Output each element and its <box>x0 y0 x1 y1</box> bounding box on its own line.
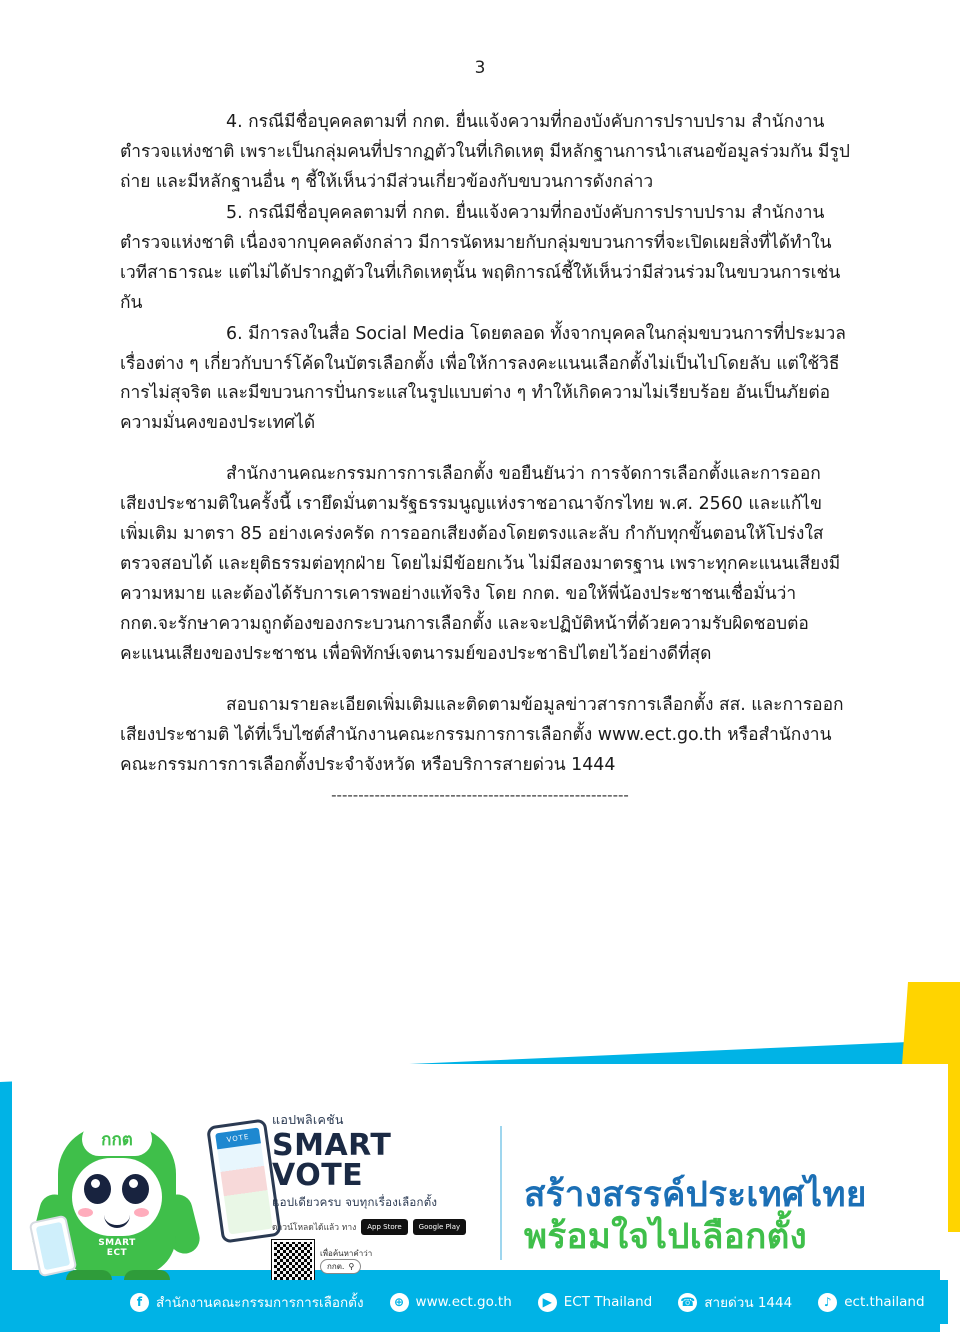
mascot-cheek-right <box>134 1208 149 1217</box>
mascot-eye-left <box>84 1174 111 1204</box>
mascot-illustration <box>28 1098 203 1298</box>
qr-note-line1: เพื่อค้นหาคำว่า <box>320 1248 373 1258</box>
search-icon: ⚲ <box>348 1262 355 1271</box>
google-play-button[interactable]: Google Play <box>413 1219 467 1235</box>
smart-vote-kicker: แอปพลิเคชัน <box>272 1112 344 1127</box>
footer-contact-bar <box>12 1280 948 1324</box>
contact-youtube-label: ECT Thailand <box>563 1294 653 1310</box>
qr-note <box>320 1248 372 1274</box>
smart-vote-promo <box>200 1110 490 1270</box>
mascot-badge: กกต <box>82 1122 152 1156</box>
smart-vote-text <box>272 1110 490 1299</box>
page-number: 3 <box>474 58 486 78</box>
contact-website-label: www.ect.go.th <box>415 1294 512 1310</box>
phone-mockup <box>206 1118 282 1243</box>
mascot-label-line1: SMART <box>98 1238 136 1248</box>
phone-app-header: VOTE <box>215 1127 261 1149</box>
slogan <box>524 1175 924 1258</box>
phone-mockups <box>200 1114 275 1242</box>
document-body <box>120 108 850 782</box>
youtube-icon: ▶ <box>538 1293 557 1312</box>
facebook-icon: f <box>130 1293 149 1312</box>
contact-tiktok-label: ect.thailand <box>844 1294 925 1310</box>
mascot-phone-screen <box>36 1222 71 1270</box>
paragraph-5: 5. กรณีมีชื่อบุคคลตามที่ กกต. ยื่นแจ้งความที่กองบังคับการปราบปราม สำนักงานตำรวจแห่งชาติ เนื่องจากบุคคลดังกล่าว มีการนัดหมายกับกลุ่มขบวนการที่จะเปิดเผยสิ่งที่ได้ทำในเวทีสาธารณะ แต่ไม่ได้ปรากฏตัวในที่เกิดเหตุนั้น พฤติการณ์ชี้ให้เห็นว่ามีส่วนร่วมในขบวนการเช่นกัน <box>120 202 841 313</box>
footer-banner <box>0 1042 960 1332</box>
mascot-label-line2: ECT <box>106 1248 128 1259</box>
smart-vote-subtitle: แอปเดียวครบ จบทุกเรื่องเลือกตั้ง <box>272 1195 438 1209</box>
contact-website[interactable] <box>390 1293 512 1312</box>
mascot-label <box>80 1238 154 1259</box>
slogan-line-1: สร้างสรรค์ประเทศไทย <box>524 1175 867 1216</box>
divider: ------------------------------------------------------- <box>331 786 629 804</box>
qr-row <box>272 1240 490 1282</box>
paragraph-6: 6. มีการลงในสื่อ Social Media โดยตลอด ทั้งจากบุคคลในกลุ่มขบวนการที่ประมวลเรื่องต่าง ๆ เกี่ยวกับบาร์โค้ดในบัตรเลือกตั้ง เพื่อให้การลงคะแนนเลือกตั้งไม่เป็นไปโดยลับ แต่ใช้วิธีการไม่สุจริต และมีขบวนการปั่นกระแสในรูปแบบต่าง ๆ ทำให้เกิดความไม่เรียบร้อย อันเป็นภัยต่อความมั่นคงของประเทศได้ <box>120 323 846 434</box>
contact-tiktok[interactable] <box>818 1293 924 1312</box>
mascot-eye-right <box>122 1174 149 1204</box>
paragraph-statement: สำนักงานคณะกรรมการการเลือกตั้ง ขอยืนยันว่า การจัดการเลือกตั้งและการออกเสียงประชามติในครั้งนี้ เรายึดมั่นตามรัฐธรรมนูญแห่งราชอาณาจักรไทย พ.ศ. 2560 และแก้ไขเพิ่มเติม มาตรา 85 อย่างเคร่งครัด การออกเสียงต้องโดยตรงและลับ กำกับทุกขั้นตอนให้โปร่งใส ตรวจสอบได้ และยุติธรรมต่อทุกฝ่าย โดยไม่มีข้อยกเว้น ไม่มีสองมาตรฐาน เพราะทุกคะแนนเสียงมีความหมาย และต้องได้รับการเคารพอย่างแท้จริง โดย กกต. ขอให้พี่น้องประชาชนเชื่อมั่นว่า กกต.จะรักษาความถูกต้องของกระบวนการเลือกตั้ง และจะปฏิบัติหน้าที่ด้วยความรับผิดชอบต่อคะแนนเสียงของประชาชน เพื่อพิทักษ์เจตนารมย์ของประชาธิปไตยไว้อย่างดีที่สุด <box>120 464 841 664</box>
paragraph-4: 4. กรณีมีชื่อบุคคลตามที่ กกต. ยื่นแจ้งความที่กองบังคับการปราบปราม สำนักงานตำรวจแห่งชาติ เพราะเป็นกลุ่มคนที่ปรากฏตัวในที่เกิดเหตุ มีหลักฐานการนำเสนอข้อมูลร่วมกัน มีรูปถ่าย และมีหลักฐานอื่น ๆ ชี้ให้เห็นว่ามีส่วนเกี่ยวข้องกับขบวนการดังกล่าว <box>120 112 850 192</box>
download-row <box>272 1219 490 1235</box>
app-store-button[interactable]: App Store <box>361 1219 407 1235</box>
slogan-line-2: พร้อมใจไปเลือกตั้ง <box>524 1216 808 1257</box>
vertical-separator <box>500 1126 502 1260</box>
globe-icon: ⊕ <box>390 1293 409 1312</box>
search-pill[interactable] <box>320 1259 361 1274</box>
smart-vote-title: SMART VOTE <box>272 1128 392 1193</box>
download-label: ดาวน์โหลดได้แล้ว ทาง <box>272 1223 357 1233</box>
qr-code-icon <box>272 1240 314 1282</box>
contact-hotline[interactable] <box>678 1291 792 1313</box>
mascot-cheek-left <box>78 1208 93 1217</box>
contact-hotline-label: สายด่วน 1444 <box>704 1295 793 1311</box>
contact-facebook[interactable] <box>130 1291 364 1313</box>
contact-facebook-label: สำนักงานคณะกรรมการการเลือกตั้ง <box>156 1295 364 1311</box>
tiktok-icon: ♪ <box>818 1293 837 1312</box>
phone-icon: ☎ <box>678 1293 697 1312</box>
paragraph-contact: สอบถามรายละเอียดเพิ่มเติมและติดตามข้อมูลข่าวสารการเลือกตั้ง สส. และการออกเสียงประชามติ ได้ที่เว็บไซต์สำนักงานคณะกรรมการการเลือกตั้ง www.ect.go.th หรือสำนักงานคณะกรรมการการเลือกตั้งประจำจังหวัด หรือบริการสายด่วน 1444 <box>120 694 844 775</box>
search-value: กกต. <box>327 1262 345 1271</box>
contact-youtube[interactable] <box>538 1293 652 1312</box>
